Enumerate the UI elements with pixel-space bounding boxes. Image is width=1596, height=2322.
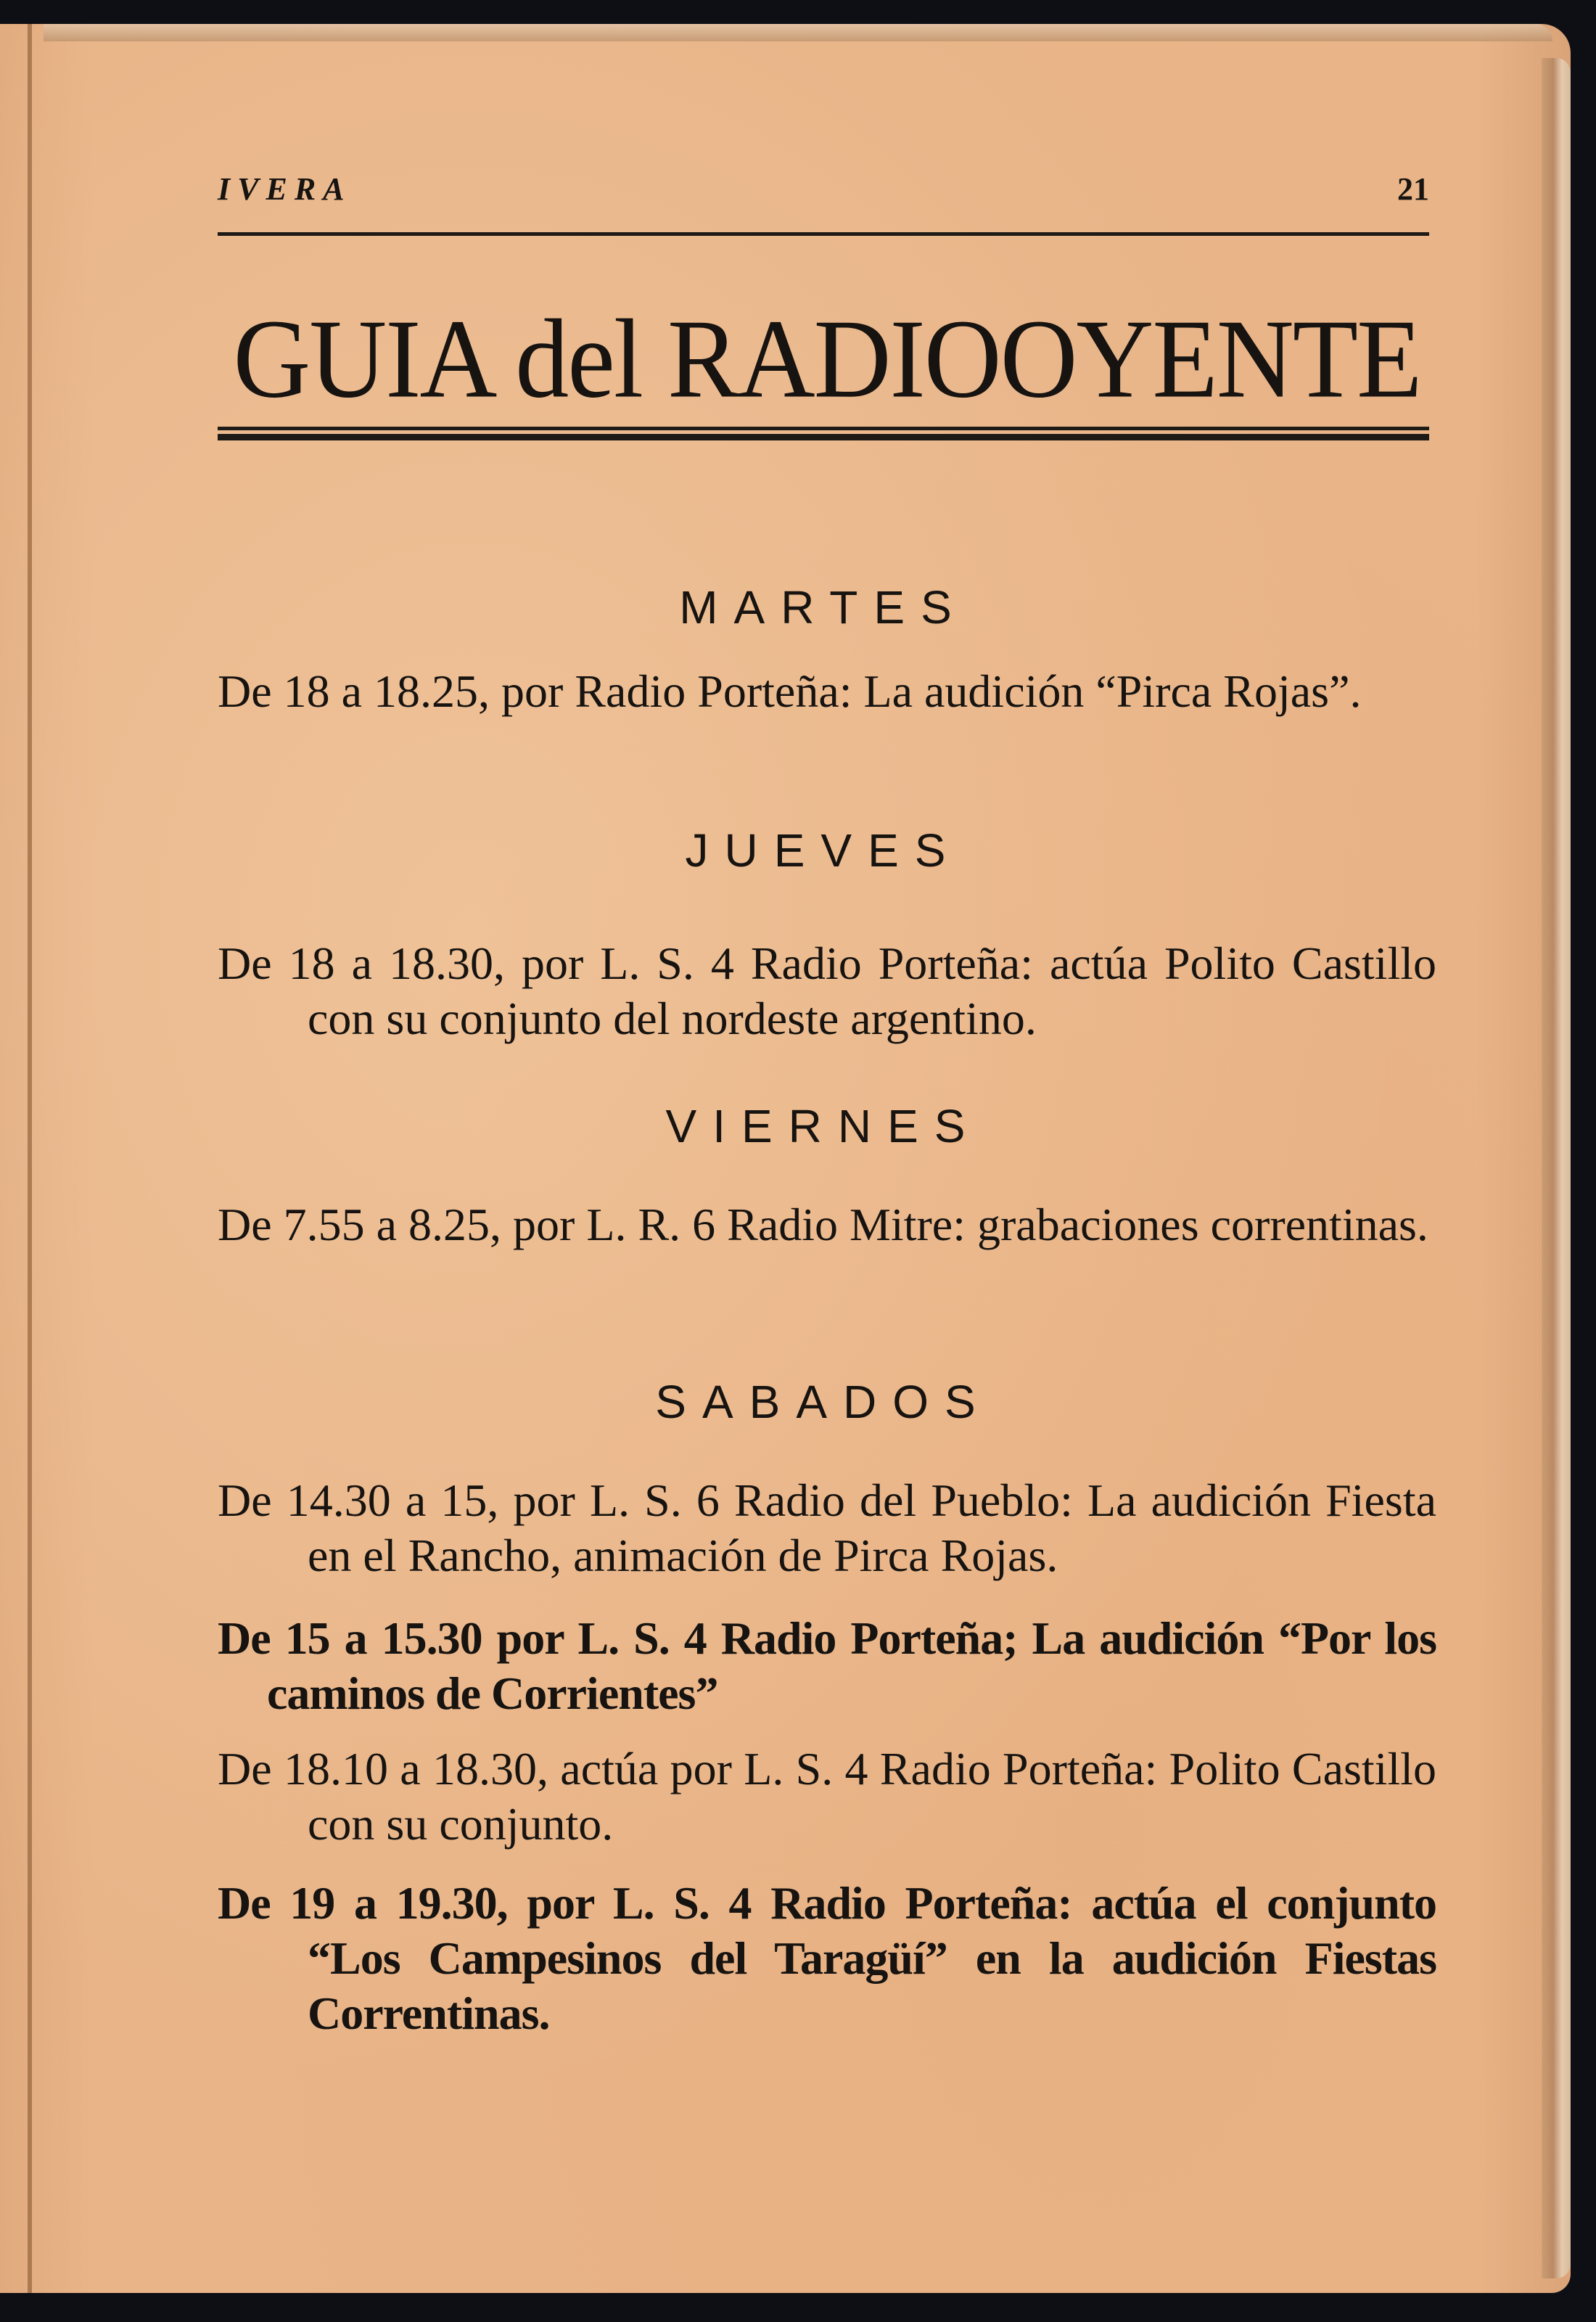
title-rule-thin — [218, 427, 1429, 430]
day-heading-sabados: SABADOS — [655, 1376, 992, 1428]
page-right-edge — [1542, 58, 1571, 2278]
day-heading-martes: MARTES — [679, 581, 968, 633]
schedule-entry: De 15 a 15.30 por L. S. 4 Radio Porteña; La audición “Por los caminos de Corrientes” — [218, 1612, 1436, 1719]
schedule-entry: De 18.10 a 18.30, actúa por L. S. 4 Radio Porteña: Polito Castillo con su conjunto. — [218, 1743, 1436, 1850]
header-rule — [218, 232, 1429, 236]
page-top-edge — [44, 24, 1552, 41]
schedule-entry: De 14.30 a 15, por L. S. 6 Radio del Pueblo: La audición Fiesta en el Rancho, animación de Pirca Rojas. — [218, 1474, 1436, 1581]
page-title: GUIA del RADIOOYENTE — [233, 296, 1421, 422]
schedule-entry: De 7.55 a 8.25, por L. R. 6 Radio Mitre: grabaciones correntinas. — [218, 1199, 1428, 1250]
schedule-entry: De 19 a 19.30, por L. S. 4 Radio Porteña: actúa el conjunto “Los Campesinos del Taragüí” en la audición Fiestas Correntinas. — [218, 1877, 1436, 2039]
running-head-title: IVERA — [218, 171, 352, 207]
running-head — [218, 171, 1429, 214]
binding-fold — [28, 24, 32, 2293]
schedule-entry: De 18 a 18.25, por Radio Porteña: La audición “Pirca Rojas”. — [218, 665, 1362, 717]
page-number: 21 — [1397, 171, 1429, 207]
schedule-entry: De 18 a 18.30, por L. S. 4 Radio Porteña: actúa Polito Castillo con su conjunto del nordeste argentino. — [218, 938, 1436, 1044]
day-heading-jueves: JUEVES — [685, 824, 962, 877]
title-rule-thick — [218, 434, 1429, 440]
day-heading-viernes: VIERNES — [665, 1100, 982, 1152]
